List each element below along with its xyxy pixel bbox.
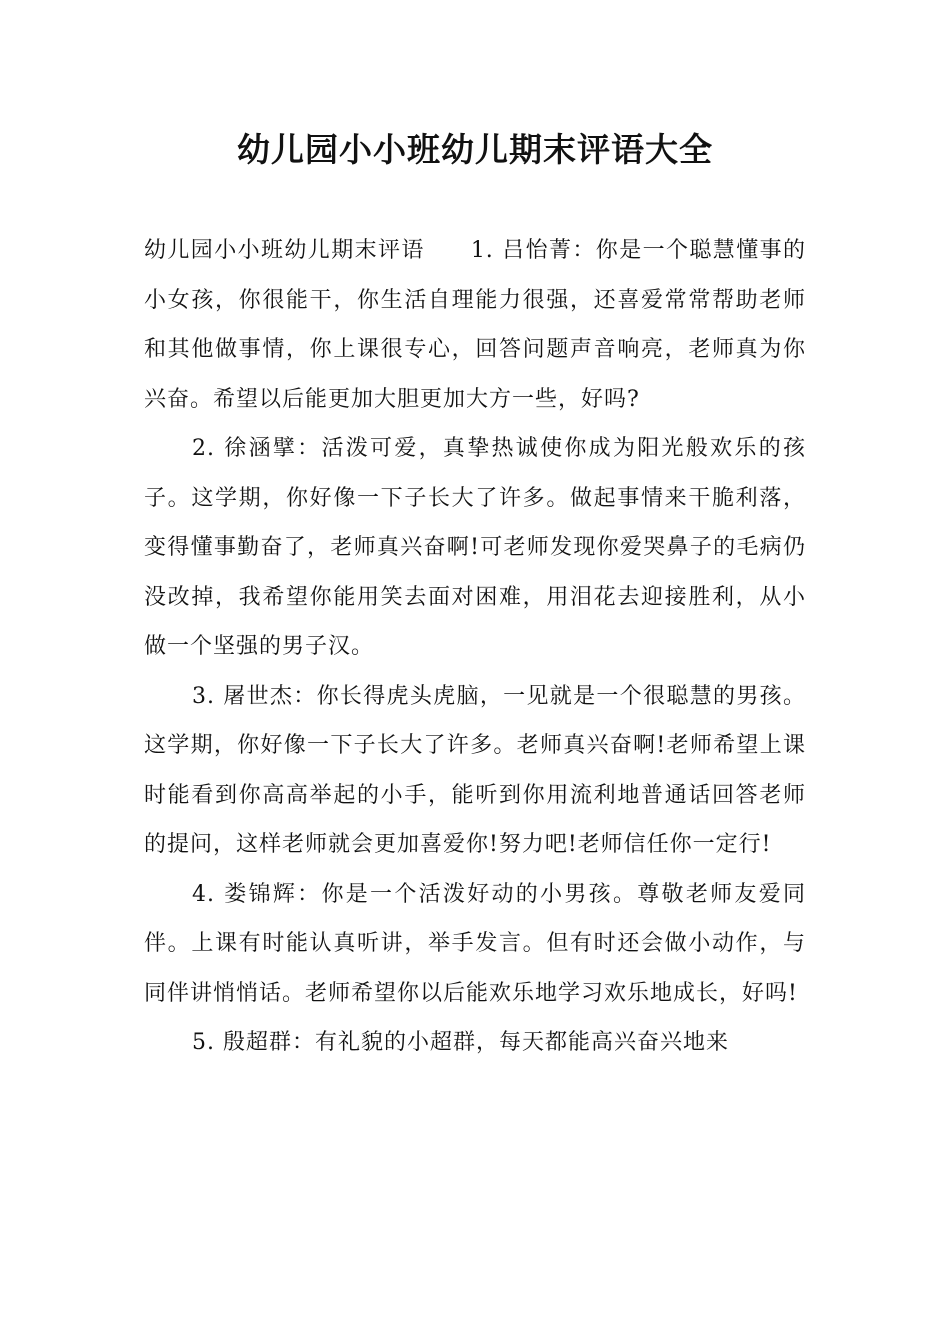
comment-1-text: 1. 吕怡菁：你是一个聪慧懂事的小女孩，你很能干，你生活自理能力很强，还喜爱常常帮助老师和其他做事情，你上课很专心，回答问题声音响亮，老师真为你兴奋。希望以后能更加大胆更加大方一些，好吗?	[144, 238, 806, 412]
intro-text: 幼儿园小小班幼儿期末评语	[144, 238, 425, 263]
document-title: 幼儿园小小班幼儿期末评语大全	[237, 130, 713, 169]
paragraph-3: 3. 屠世杰：你长得虎头虎脑，一见就是一个很聪慧的男孩。这学期，你好像一下子长大了许多。老师真兴奋啊!老师希望上课时能看到你高高举起的小手，能听到你用流利地普通话回答老师的提问，这样老师就会更加喜爱你!努力吧!老师信任你一定行!	[144, 683, 806, 857]
paragraph-5: 5. 殷超群：有礼貌的小超群，每天都能高兴奋兴地来	[192, 1030, 729, 1055]
paragraph-1	[144, 226, 806, 424]
paragraph-4: 4. 娄锦辉：你是一个活泼好动的小男孩。尊敬老师友爱同伴。上课有时能认真听讲，举手发言。但有时还会做小动作，与同伴讲悄悄话。老师希望你以后能欢乐地学习欢乐地成长，好吗!	[144, 881, 806, 1006]
paragraph-2: 2. 徐涵擘：活泼可爱，真挚热诚使你成为阳光般欢乐的孩子。这学期，你好像一下子长大了许多。做起事情来干脆利落，变得懂事勤奋了，老师真兴奋啊!可老师发现你爱哭鼻子的毛病仍没改掉，我希望你能用笑去面对困难，用泪花去迎接胜利，从小做一个坚强的男子汉。	[144, 436, 806, 659]
document-body	[144, 226, 806, 1068]
